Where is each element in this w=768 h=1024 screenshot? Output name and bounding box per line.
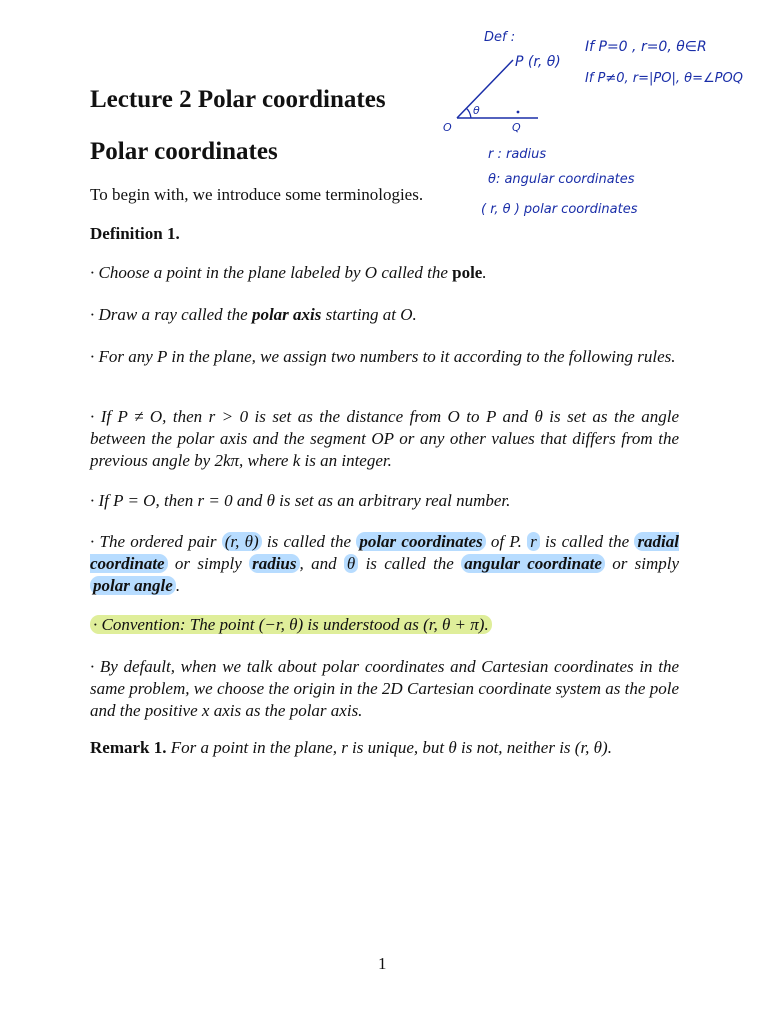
pair-text-5: or simply — [167, 554, 250, 573]
item-pole-pre: · Choose a point in the plane labeled by O called the — [90, 263, 453, 282]
annotation-theta-note: θ: angular coordinates — [488, 172, 635, 187]
polar-sketch — [0, 0, 768, 240]
r-highlight: r — [527, 532, 540, 551]
item-convention — [90, 614, 679, 636]
pair-text-2: is called the — [261, 532, 357, 551]
definition-heading: Definition 1. — [90, 224, 180, 243]
section-title: Polar coordinates — [90, 138, 278, 165]
pair-text-6: , and — [299, 554, 344, 573]
annotation-point: P (r, θ) — [515, 54, 561, 70]
convention-highlight: · Convention: The point (−r, θ) is understood as (r, θ + π). — [90, 615, 492, 634]
annotation-rule-2: If P≠0, r=|PO|, θ=∠POQ — [585, 71, 743, 86]
angle-arc — [466, 108, 471, 118]
page-number: 1 — [378, 954, 387, 973]
annotation-origin: O — [443, 121, 452, 134]
lecture-title: Lecture 2 Polar coordinates — [90, 86, 386, 113]
term-polar-angle: polar angle — [90, 576, 176, 595]
item-axis-post: starting at O. — [321, 305, 417, 324]
annotation-def: Def : — [484, 30, 516, 45]
term-polar-coordinates: polar coordinates — [356, 532, 485, 551]
term-polar-axis: polar axis — [251, 305, 322, 324]
term-angular-coordinate: angular coordinate — [461, 554, 605, 573]
item-pole — [90, 262, 679, 284]
term-radial-coordinate: radial coordinate — [90, 532, 679, 573]
item-pole-post: . — [482, 263, 487, 282]
intro-text: To begin with, we introduce some terminologies. — [90, 185, 424, 204]
item-default: · By default, when we talk about polar coordinates and Cartesian coordinates in the same problem, we choose the origin in the 2D Cartesian coordinate system as the pole and the positive x axis as the polar axis. — [90, 657, 679, 720]
pair-text-8: or simply — [604, 554, 680, 573]
annotation-r-note: r : radius — [488, 147, 547, 162]
theta-highlight: θ — [344, 554, 358, 573]
remark-body: For a point in the plane, r is unique, but θ is not, neither is (r, θ). — [166, 738, 612, 757]
pair-text-9: . — [175, 576, 181, 595]
segment-op — [457, 60, 513, 118]
annotation-pair-note: ( r, θ ) polar coordinates — [481, 202, 638, 217]
item-nonzero: · If P ≠ O, then r > 0 is set as the distance from O to P and θ is set as the angle between the polar axis and the segment OP or any other values that differs from the previous angle by 2kπ, where k is an integer. — [90, 407, 679, 470]
annotation-q: Q — [512, 121, 521, 134]
remark — [90, 737, 679, 759]
item-axis-pre: · Draw a ray called the — [90, 305, 252, 324]
pair-text-3: of P. — [485, 532, 528, 551]
term-pole: pole — [452, 263, 483, 282]
annotation-angle: θ — [473, 104, 480, 117]
item-zero: · If P = O, then r = 0 and θ is set as an arbitrary real number. — [90, 491, 511, 510]
term-radius: radius — [249, 554, 299, 573]
item-pair — [90, 531, 679, 597]
item-polar-axis — [90, 304, 679, 326]
annotation-rule-1: If P=0 , r=0, θ∈R — [585, 39, 707, 55]
pair-text-1: · The ordered pair — [90, 532, 222, 551]
pair-text-4: is called the — [539, 532, 635, 551]
point-q-mark — [517, 111, 520, 114]
item-assign: · For any P in the plane, we assign two numbers to it according to the following rules. — [90, 347, 676, 366]
remark-label: Remark 1. — [90, 738, 167, 757]
pair-text-7: is called the — [358, 554, 462, 573]
pair-highlight: (r, θ) — [222, 532, 262, 551]
